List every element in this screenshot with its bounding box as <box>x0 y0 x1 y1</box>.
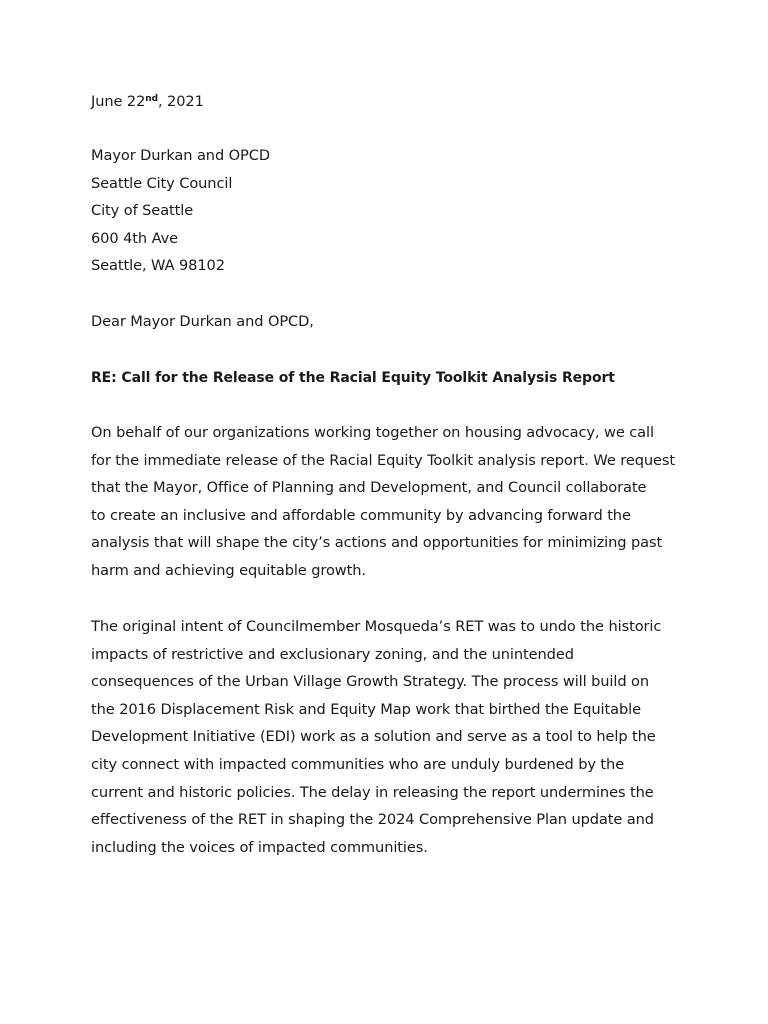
paragraph-line: analysis that will shape the city’s actions and opportunities for minimizing past <box>91 534 663 552</box>
letter-date <box>91 88 691 116</box>
date-ordinal-suffix: nd <box>145 94 158 104</box>
date-month-day: June 22 <box>91 93 146 110</box>
paragraph-line: effectiveness of the RET in shaping the 2024 Comprehensive Plan update and <box>91 811 654 829</box>
paragraph-line: the 2016 Displacement Risk and Equity Map work that birthed the Equitable <box>91 700 641 718</box>
paragraph-line: current and historic policies. The delay in releasing the report undermines the <box>91 783 654 801</box>
paragraph-line: harm and achieving equitable growth. <box>91 561 366 579</box>
address-line: 600 4th Ave <box>91 229 179 247</box>
paragraph-line: consequences of the Urban Village Growth Strategy. The process will build on <box>91 673 650 691</box>
address-line: Seattle City Council <box>91 174 233 192</box>
paragraph-line: The original intent of Councilmember Mosqueda’s RET was to undo the historic <box>91 618 662 635</box>
paragraph-line: impacts of restrictive and exclusionary zoning, and the unintended <box>91 645 574 663</box>
subject-line: RE: Call for the Release of the Racial Equity Toolkit Analysis Report <box>91 370 615 386</box>
paragraph-line: that the Mayor, Office of Planning and Development, and Council collaborate <box>91 479 647 497</box>
address-line: City of Seattle <box>91 202 194 220</box>
recipient-address <box>91 142 691 280</box>
address-line: Mayor Durkan and OPCD <box>91 147 270 164</box>
salutation: Dear Mayor Durkan and OPCD, <box>91 313 314 330</box>
paragraph-line: On behalf of our organizations working together on housing advocacy, we call <box>91 424 654 441</box>
body-paragraph-1 <box>91 419 691 585</box>
paragraph-line: including the voices of impacted communities. <box>91 838 428 856</box>
paragraph-line: city connect with impacted communities who are unduly burdened by the <box>91 755 625 773</box>
paragraph-line: for the immediate release of the Racial Equity Toolkit analysis report. We request <box>91 451 676 469</box>
paragraph-line: Development Initiative (EDI) work as a solution and serve as a tool to help the <box>91 728 656 746</box>
address-line: Seattle, WA 98102 <box>91 257 225 275</box>
paragraph-line: to create an inclusive and affordable community by advancing forward the <box>91 506 631 524</box>
date-year: , 2021 <box>157 93 204 110</box>
body-paragraph-2 <box>91 613 691 861</box>
